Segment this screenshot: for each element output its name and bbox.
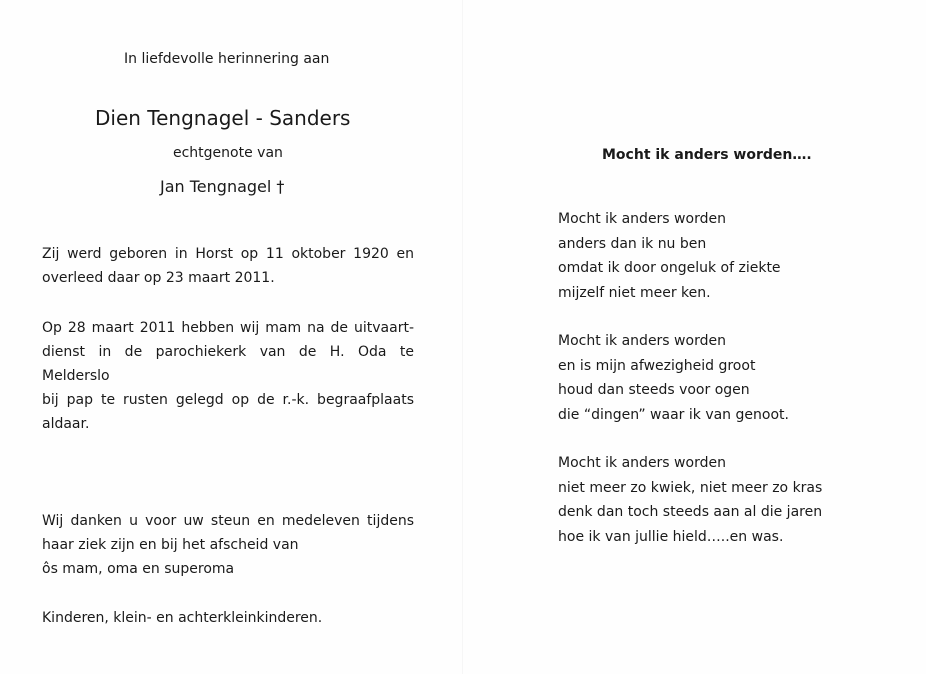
poem-line: denk dan toch steeds aan al die jaren — [558, 504, 823, 520]
poem-line: houd dan steeds voor ogen — [558, 382, 750, 398]
paragraph-line: overleed daar op 23 maart 2011. — [42, 270, 275, 286]
paragraph-line: bij pap te rusten gelegd op de r.-k. begraafplaats — [42, 392, 414, 408]
poem-stanza — [558, 207, 781, 305]
poem-title: Mocht ik anders worden…. — [602, 147, 812, 163]
poem-line: Mocht ik anders worden — [558, 455, 726, 471]
paragraph-line: Wij danken u voor uw steun en medeleven tijdens — [42, 513, 414, 529]
paragraph-line: aldaar. — [42, 416, 90, 432]
deceased-name: Dien Tengnagel - Sanders — [95, 106, 351, 130]
relation-text: echtgenote van — [173, 145, 283, 161]
spouse-name: Jan Tengnagel † — [160, 177, 285, 196]
paragraph-line: Op 28 maart 2011 hebben wij mam na de uitvaart- — [42, 320, 414, 336]
paragraph-line: dienst in de parochiekerk van de H. Oda te Melderslo — [42, 344, 414, 384]
intro-text: In liefdevolle herinnering aan — [124, 51, 330, 67]
poem-line: die “dingen” waar ik van genoot. — [558, 406, 789, 423]
poem-line: omdat ik door ongeluk of ziekte — [558, 260, 781, 276]
birth-death-paragraph — [42, 242, 414, 290]
poem-line: en is mijn afwezigheid groot — [558, 357, 756, 374]
poem-line: Mocht ik anders worden — [558, 333, 726, 349]
paragraph-line: Zij werd geboren in Horst op 11 oktober 1920 en — [42, 246, 414, 262]
poem-line: Mocht ik anders worden — [558, 211, 726, 227]
paragraph-line: haar ziek zijn en bij het afscheid van — [42, 537, 299, 553]
family-signature: Kinderen, klein- en achterkleinkinderen. — [42, 610, 323, 626]
poem-stanza — [558, 329, 789, 427]
paragraph-line: ôs mam, oma en superoma — [42, 561, 235, 577]
poem-line: anders dan ik nu ben — [558, 235, 707, 252]
burial-paragraph — [42, 316, 414, 436]
poem-line: niet meer zo kwiek, niet meer zo kras — [558, 479, 823, 496]
card-fold — [462, 0, 463, 674]
poem-line: hoe ik van jullie hield…..en was. — [558, 528, 784, 545]
poem-stanza — [558, 451, 822, 549]
thanks-paragraph — [42, 509, 414, 581]
poem-line: mijzelf niet meer ken. — [558, 284, 711, 301]
